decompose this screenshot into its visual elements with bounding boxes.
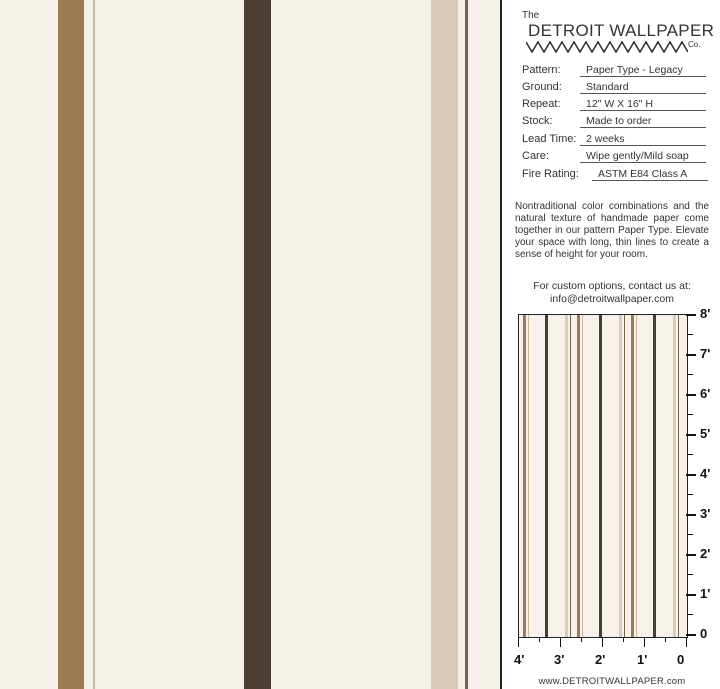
preview-stripe (565, 315, 568, 637)
spec-label: Stock: (522, 115, 553, 127)
preview-stripe (599, 315, 602, 637)
preview-stripe (636, 315, 637, 637)
scale-tick-minor (688, 614, 693, 615)
scale-label: 4' (700, 466, 711, 481)
h-scale-tick (686, 637, 687, 647)
scale-tick (686, 394, 696, 396)
h-scale-label: 4' (514, 652, 525, 667)
vertical-scale (682, 306, 720, 646)
stripe-dark-brown (244, 0, 271, 689)
scale-tick-minor (688, 454, 693, 455)
stripe-beige (431, 0, 458, 689)
spec-pattern (520, 62, 716, 78)
preview-stripe (619, 315, 622, 637)
spec-label: Fire Rating: (522, 168, 579, 180)
contact-email[interactable]: info@detroitwallpaper.com (550, 293, 674, 305)
spec-value: Wipe gently/Mild soap (580, 150, 706, 163)
scale-tick (686, 634, 696, 636)
pattern-description: Nontraditional color combinations and the natural texture of handmade paper come together in our pattern Paper Type. Elevate your space with long, thin lines to create a sense of height for your room. (515, 201, 709, 260)
h-scale-tick-minor (539, 637, 540, 642)
h-scale-label: 0 (677, 652, 685, 667)
spec-value: 2 weeks (580, 133, 706, 146)
scale-tick-minor (688, 414, 693, 415)
h-scale-tick-minor (581, 637, 582, 642)
h-scale-tick-minor (665, 637, 666, 642)
preview-stripe (631, 315, 634, 637)
scale-tick (686, 354, 696, 356)
scale-label: 1' (700, 586, 711, 601)
h-scale-tick (602, 637, 603, 647)
preview-stripe (582, 315, 583, 637)
panel-divider (500, 0, 502, 689)
scale-label: 3' (700, 506, 711, 521)
stripe-tan-thin (93, 0, 95, 689)
spec-label: Ground: (522, 81, 562, 93)
scale-label: 2' (700, 546, 711, 561)
zigzag-icon (526, 40, 688, 54)
spec-label: Pattern: (522, 64, 561, 76)
stripe-tan (58, 0, 84, 689)
scale-label: 7' (700, 346, 711, 361)
stripe-olive-thin (465, 0, 468, 689)
brand-logo (520, 8, 715, 58)
h-scale-tick (560, 637, 561, 647)
spec-value: 12" W X 16" H (580, 98, 706, 111)
spec-value: Standard (580, 81, 706, 94)
preview-stripe (523, 315, 526, 637)
spec-stock (520, 113, 716, 129)
footer-url[interactable]: www.DETROITWALLPAPER.com (538, 676, 686, 687)
scale-tick (686, 314, 696, 316)
scale-tick (686, 434, 696, 436)
preview-stripe (528, 315, 529, 637)
spec-label: Care: (522, 150, 549, 162)
spec-label: Repeat: (522, 98, 561, 110)
contact-block (504, 280, 720, 306)
h-scale-label: 2' (595, 652, 606, 667)
spec-value: Paper Type - Legacy (580, 64, 706, 77)
scale-label: 5' (700, 426, 711, 441)
spec-value: ASTM E84 Class A (592, 168, 708, 181)
info-panel (504, 0, 720, 689)
scale-tick (686, 554, 696, 556)
h-scale-tick (518, 637, 519, 647)
spec-lead-time (520, 131, 716, 147)
spec-repeat (520, 96, 716, 112)
preview-stripe (653, 315, 656, 637)
scale-tick (686, 514, 696, 516)
preview-stripe (570, 315, 571, 637)
h-scale-label: 3' (554, 652, 565, 667)
scale-label: 8' (700, 306, 711, 321)
scale-label: 0 (700, 626, 708, 641)
scale-label: 6' (700, 386, 711, 401)
spec-ground (520, 79, 716, 95)
scale-tick-minor (688, 494, 693, 495)
scale-tick (686, 474, 696, 476)
scale-tick (686, 594, 696, 596)
contact-line: For custom options, contact us at: (533, 280, 691, 292)
scale-tick-minor (688, 334, 693, 335)
scale-tick-minor (688, 574, 693, 575)
spec-value: Made to order (580, 115, 706, 128)
preview-stripe (624, 315, 625, 637)
preview-stripe (577, 315, 580, 637)
preview-stripe (545, 315, 548, 637)
h-scale-label: 1' (637, 652, 648, 667)
scale-preview (518, 314, 688, 638)
spec-care (520, 148, 716, 164)
scale-tick-minor (688, 374, 693, 375)
preview-stripe (673, 315, 676, 637)
h-scale-tick (644, 637, 645, 647)
preview-stripe (678, 315, 679, 637)
logo-co: Co. (688, 40, 701, 49)
scale-tick-minor (688, 534, 693, 535)
spec-label: Lead Time: (522, 133, 577, 145)
logo-name: DETROIT WALLPAPER (528, 21, 715, 40)
spec-fire-rating (520, 166, 716, 182)
h-scale-tick-minor (623, 637, 624, 642)
logo-the: The (522, 10, 540, 21)
